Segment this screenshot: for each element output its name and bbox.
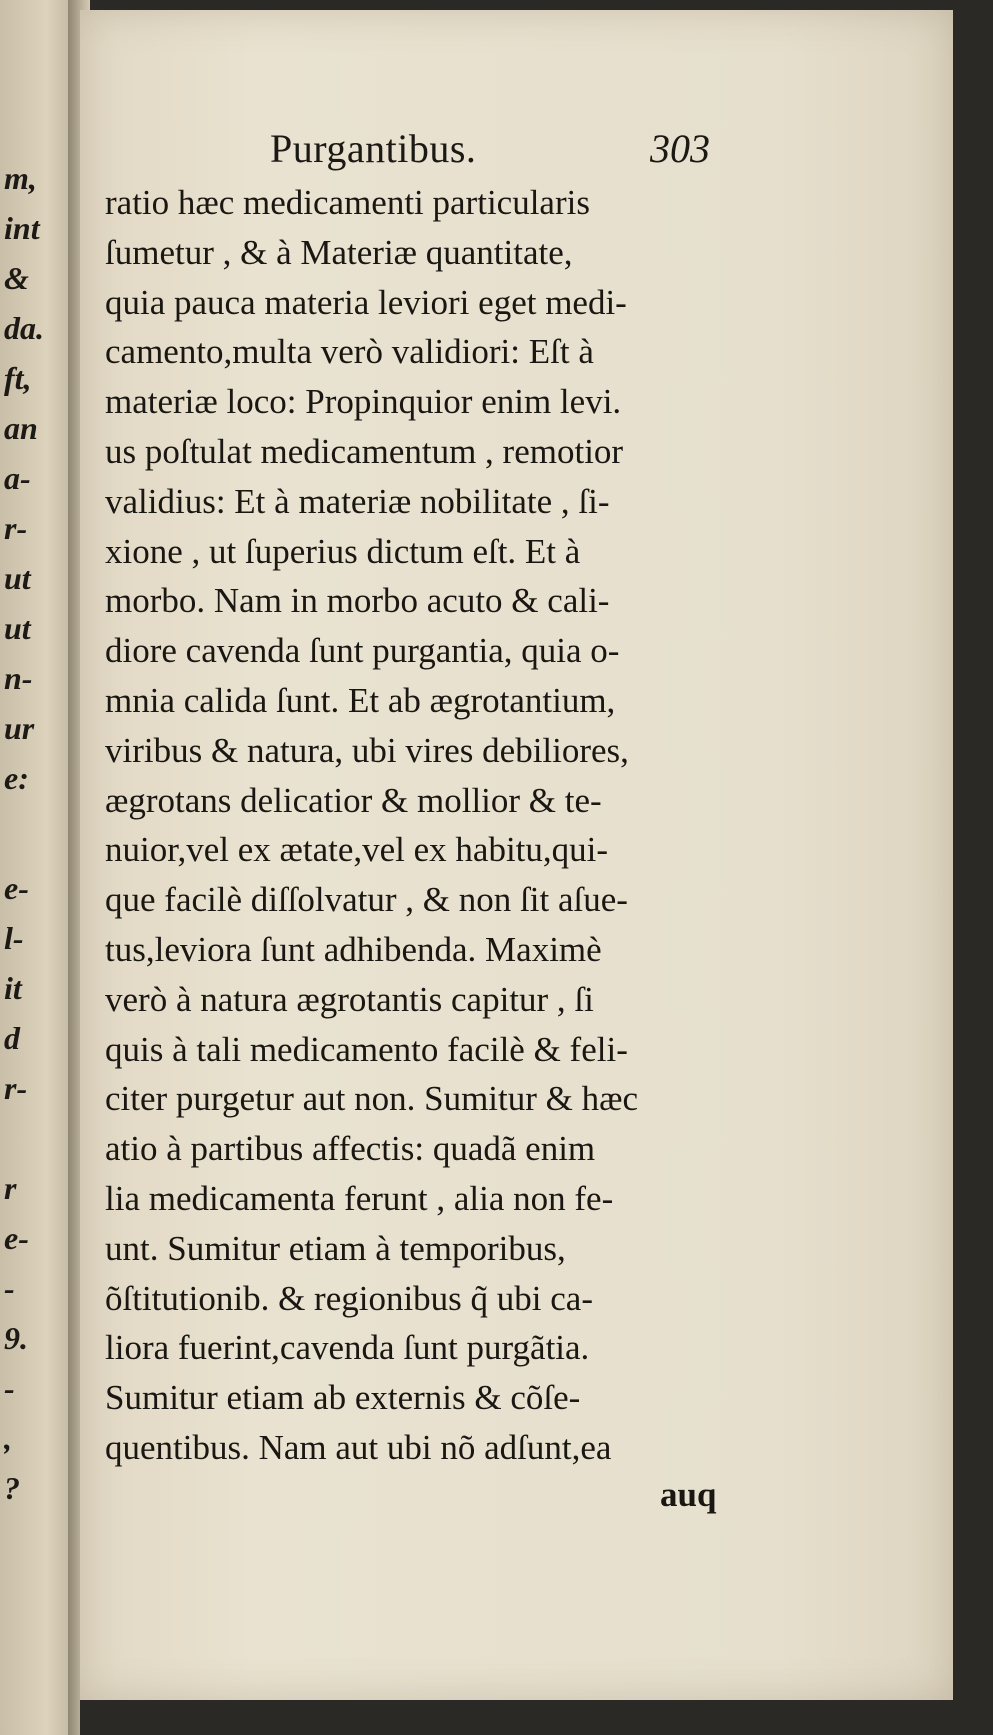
text-line: quis à tali medicamento facilè & feli- <box>105 1029 628 1069</box>
text-line: us poſtulat medicamentum , remotior <box>105 431 624 471</box>
background-bottom <box>80 1700 953 1735</box>
fragment: e- <box>4 870 29 906</box>
text-line: tus,leviora ſunt adhibenda. Maximè <box>105 929 602 969</box>
fragment: ut <box>4 560 31 596</box>
catchword: auq <box>660 1475 717 1514</box>
fragment: n- <box>4 660 33 696</box>
fragment: ? <box>4 1470 20 1506</box>
text-line: mnia calida ſunt. Et ab ægrotantium, <box>105 680 616 720</box>
fragment: e- <box>4 1220 29 1256</box>
text-line: xione , ut ſuperius dictum eſt. Et à <box>105 531 581 571</box>
fragment: r- <box>4 510 28 546</box>
text-line: morbo. Nam in morbo acuto & cali- <box>105 581 610 621</box>
page-header <box>80 125 953 175</box>
fragment: a- <box>4 460 31 496</box>
fragment: d <box>4 1020 20 1056</box>
fragment: , <box>4 1420 12 1456</box>
fragment: & <box>4 260 29 296</box>
text-line: lia medicamenta ferunt , alia non fe- <box>105 1178 614 1218</box>
book-page <box>80 10 953 1700</box>
fragment: r <box>4 1170 17 1206</box>
fragment: r- <box>4 1070 28 1106</box>
text-line: unt. Sumitur etiam à temporibus, <box>105 1228 566 1268</box>
fragment: it <box>4 970 22 1006</box>
fragment: l- <box>4 920 24 956</box>
fragment: ut <box>4 610 31 646</box>
text-line: ſumetur , & à Materiæ quantitate, <box>105 232 573 272</box>
fragment: ur <box>4 710 35 746</box>
text-line: quentibus. Nam aut ubi nõ adſunt,ea <box>105 1427 612 1467</box>
body-text <box>105 178 730 1473</box>
text-line: quia pauca materia leviori eget medi- <box>105 282 627 322</box>
text-line: ægrotans delicatior & mollior & te- <box>105 780 602 820</box>
text-line: liora fuerint,cavenda ſunt purgãtia. <box>105 1328 590 1368</box>
fragment: int <box>4 210 40 246</box>
text-line: nuior,vel ex ætate,vel ex habitu,qui- <box>105 830 609 870</box>
fragment: ft, <box>4 360 32 396</box>
fragment: e: <box>4 760 29 796</box>
text-line: validius: Et à materiæ nobilitate , ſi- <box>105 481 610 521</box>
facing-page-edge <box>0 0 78 1735</box>
text-line: atio à partibus affectis: quadã enim <box>105 1129 596 1169</box>
fragment: - <box>4 1270 15 1306</box>
text-line: viribus & natura, ubi vires debiliores, <box>105 730 629 770</box>
fragment: - <box>4 1370 15 1406</box>
fragment: m, <box>4 160 37 196</box>
text-line: diore cavenda ſunt purgantia, quia o- <box>105 631 620 671</box>
text-line: Sumitur etiam ab externis & cõſe- <box>105 1378 581 1418</box>
text-line: que facilè diſſolvatur , & non ſit aſue- <box>105 880 628 920</box>
running-head: Purgantibus. <box>270 126 477 171</box>
background-right <box>953 0 993 1735</box>
page-number: 303 <box>650 126 710 171</box>
text-line: citer purgetur aut non. Sumitur & hæc <box>105 1079 639 1119</box>
text-line: camento,multa verò validiori: Eſt à <box>105 332 594 372</box>
text-line: ratio hæc medicamenti particularis <box>105 183 590 222</box>
text-line: õſtitutionib. & regionibus q̃ ubi ca- <box>105 1278 594 1318</box>
fragment: an <box>4 410 38 446</box>
fragment: da. <box>4 310 44 346</box>
text-line: verò à natura ægrotantis capitur , ſi <box>105 979 594 1019</box>
fragment: 9. <box>4 1320 28 1356</box>
text-line: materiæ loco: Propinquior enim levi. <box>105 382 622 422</box>
